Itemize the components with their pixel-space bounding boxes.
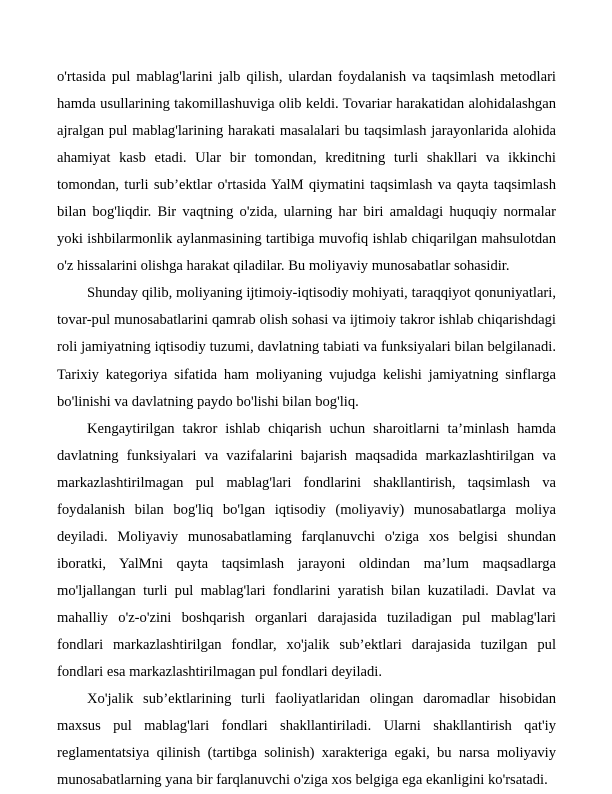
body-text-column: [57, 64, 556, 794]
paragraph-1: o'rtasida pul mablag'larini jalb qilish, ulardan foydalanish va taqsimlash metodlari hamda usullarining takomillashuviga olib keldi. Tovariar harakatidan alohidalashgan ajralgan pul mablag'larining harakati masalalari bu taqsimlash jarayonlarida alohida ahamiyat kasb etadi. Ular bir tomondan, kreditning turli shakllari va ikkinchi tomondan, turli sub’ektlar o'rtasida YalM qiymatini taqsimlash va qayta taqsimlash bilan bog'liqdir. Bir vaqtning o'zida, ularning har biri amaldagi huquqiy normalar yoki ishbilarmonlik aylanmasining tartibiga muvofiq ishlab chiqarilgan mahsulotdan o'z hissalarini olishga harakat qiladilar. Bu moliyaviy munosabatlar sohasidir.: [57, 69, 556, 275]
paragraph-4: Xo'jalik sub’ektlarining turli faoliyatlaridan olingan daromadlar hisobidan maxsus pul mablag'lari fondlari shakllantiriladi. Ularni shakllantirish qat'iy reglamentatsiya qilinish (tartibga solinish) xarakteriga egaki, bu narsa moliyaviy munosabatlarning yana bir farqlanuvchi o'ziga xos belgiga ega ekanligini ko'rsatadi.: [57, 691, 556, 789]
paragraph-2: Shunday qilib, moliyaning ijtimoiy-iqtisodiy mohiyati, taraqqiyot qonuniyatlari, tovar-pul munosabatlarini qamrab olish sohasi va ijtimoiy takror ishlab chiqarishdagi roli jamiyatning iqtisodiy tuzumi, davlatning tabiati va funksiyalari bilan belgilanadi. Tarixiy kategoriya sifatida ham moliyaning vujudga kelishi jamiyatning sinflarga bo'linishi va davlatning paydo bo'lishi bilan bog'liq.: [57, 285, 556, 410]
paragraph-3: Kengaytirilgan takror ishlab chiqarish uchun sharoitlarni ta’minlash hamda davlatning funksiyalari va vazifalarini bajarish maqsadida markazlashtirilgan va markazlashtirilmagan pul mablag'lari fondlarini shakllantirish, taqsimlash va foydalanish bilan bog'liq bo'lgan iqtisodiy (moliyaviy) munosabatlarga moliya deyiladi. Moliyaviy munosabatlaming farqlanuvchi o'ziga xos belgisi shundan iboratki, YalMni qayta taqsimlash jarayoni oldindan ma’lum maqsadlarga mo'ljallangan turli pul mablag'lari fondlarini yaratish bilan kuzatiladi. Davlat va mahalliy o'z-o'zini boshqarish organlari darajasida tuziladigan pul mablag'lari fondlari markazlashtirilgan fondlar, xo'jalik sub’ektlari darajasida tuzilgan pul fondlari esa markazlashtirilmagan pul fondlari deyiladi.: [57, 420, 556, 681]
